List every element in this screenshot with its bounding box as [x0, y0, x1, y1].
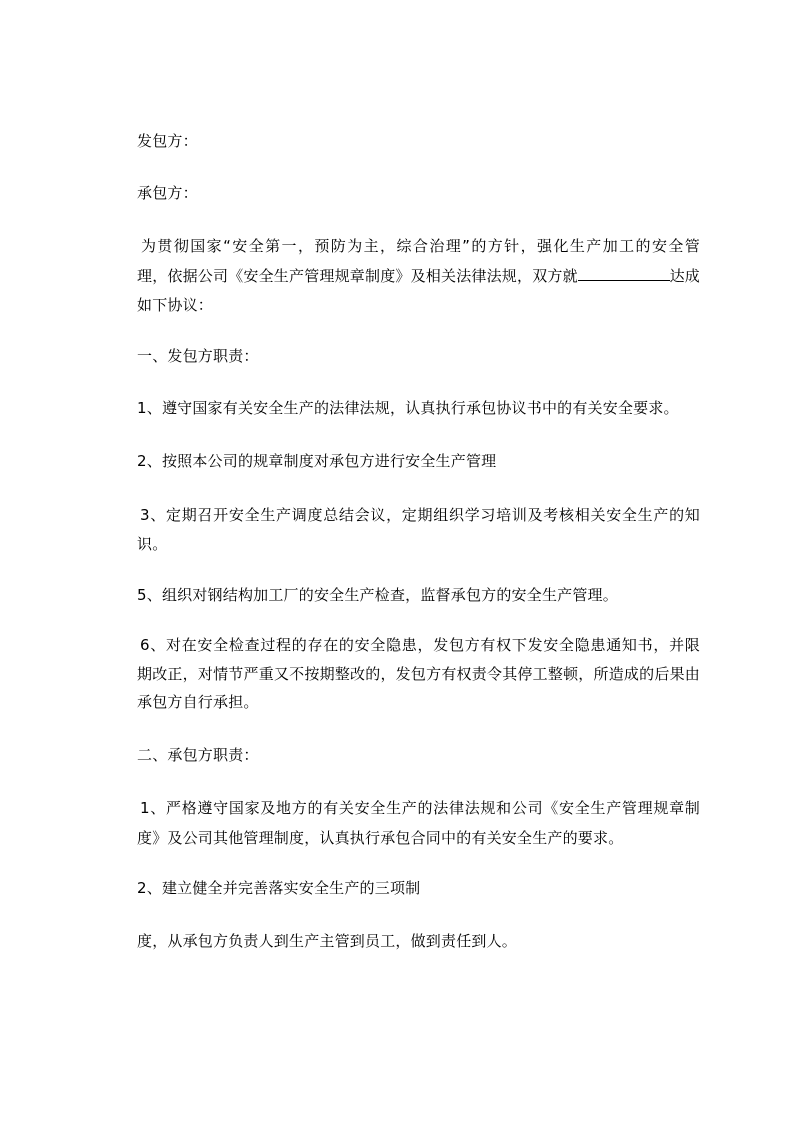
section-1-item-6-line-3: 承包方自行承担。: [137, 693, 259, 711]
contractor-label: 承包方：: [137, 184, 198, 202]
section-2-item-2-continued: 度，从承包方负责人到生产主管到员工，做到责任到人。: [137, 932, 518, 950]
section-2-heading: 二、承包方职责：: [137, 746, 259, 764]
agreement-subject-blank: [578, 266, 670, 281]
intro-line-2: [137, 266, 700, 286]
intro-line-2-end: 达成: [669, 267, 700, 285]
section-1-item-6-line-1: 6、对在安全检查过程的存在的安全隐患，发包方有权下发安全隐患通知书，并限: [140, 636, 700, 654]
intro-line-1: 为贯彻国家“安全第一，预防为主，综合治理”的方针，强化生产加工的安全管: [141, 237, 700, 255]
section-1-item-2: 2、按照本公司的规章制度对承包方进行安全生产管理: [137, 452, 497, 470]
section-1-item-6-line-2: 期改正，对情节严重又不按期整改的，发包方有权责令其停工整顿，所造成的后果由: [137, 665, 700, 683]
section-2-item-2: 2、建立健全并完善落实安全生产的三项制: [137, 879, 421, 897]
section-1-item-3-line-2: 识。: [137, 535, 168, 553]
section-1-item-3-line-1: 3、定期召开安全生产调度总结会议，定期组织学习培训及考核相关安全生产的知: [140, 506, 700, 524]
section-2-item-1-line-1: 1、严格遵守国家及地方的有关安全生产的法律法规和公司《安全生产管理规章制: [140, 799, 700, 817]
section-1-item-5: 5、组织对钢结构加工厂的安全生产检查，监督承包方的安全生产管理。: [137, 586, 618, 604]
intro-line-2-text: 理，依据公司《安全生产管理规章制度》及相关法律法规，双方就: [137, 267, 578, 285]
intro-line-3: 如下协议：: [137, 296, 214, 314]
section-1-item-1: 1、遵守国家有关安全生产的法律法规，认真执行承包协议书中的有关安全要求。: [137, 399, 679, 417]
section-2-item-1-line-2: 度》及公司其他管理制度，认真执行承包合同中的有关安全生产的要求。: [137, 829, 624, 847]
issuer-label: 发包方：: [137, 132, 198, 150]
section-1-heading: 一、发包方职责：: [137, 347, 259, 365]
